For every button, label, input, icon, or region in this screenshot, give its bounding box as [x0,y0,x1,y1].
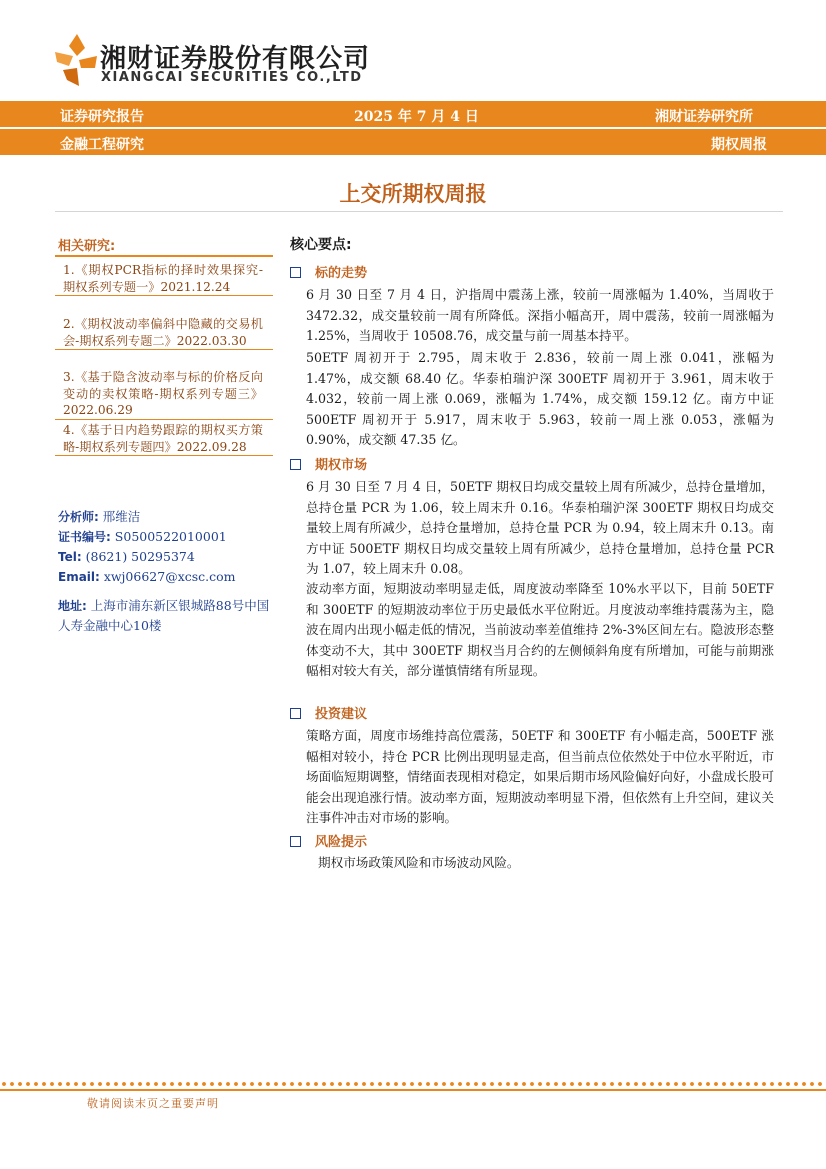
paragraph: 波动率方面，短期波动率明显走低，周度波动率降至 10%水平以下，目前 50ETF 和 300ETF 的短期波动率位于历史最低水平位附近。月度波动率维持震荡为主，隐波在周内出现小幅走低的情况，当前波动率差值维持 2%-3%区间左右。隐波形态整体变动不大，其中 300ETF 期权当月合约的左侧倾斜角度有所增加，可能与前期涨幅相对较大有关，部分谨慎情绪有所显现。 [306,581,774,678]
research-category: 金融工程研究 [60,137,144,153]
related-research-item[interactable] [55,369,273,420]
paragraph: 6 月 30 日至 7 月 4 日，沪指周中震荡上涨，较前一周涨幅为 1.40%，当周收于 3472.32，成交量较前一周有所降低。深指小幅高开，周中震荡，较前一周涨幅为 1.25%，当周收于 10508.76，成交量与前一周基本持平。 [306,287,774,343]
institute-name: 湘财证券研究所 [655,109,753,125]
footer-dotted-rule [0,1081,826,1087]
checkbox-bullet-icon [290,836,301,847]
checkbox-bullet-icon [290,459,301,470]
cert-number: S0500522010001 [114,529,227,544]
section-heading-underlying: 标的走势 [290,262,367,281]
address-label: 地址: [58,599,87,613]
header-bar-bottom [0,129,826,155]
page-title: 上交所期权周报 [339,182,487,206]
paragraph: 6 月 30 日至 7 月 4 日，50ETF 期权日均成交量较上周有所减少，总持仓量增加，总持仓量 PCR 为 1.06，较上周末升 0.16。华泰柏瑞沪深 300ETF 期权日均成交量较上周有所减少，总持仓量增加，总持仓量 PCR 为 0.94，较上周末升 0.13。南方中证 500ETF 期权日均成交量较上周有所减少，总持仓量增加，总持仓量 PCR 为 1.07，较上周末升 0.08。 [306,479,774,576]
footer-disclaimer[interactable]: 敬请阅读末页之重要声明 [87,1097,219,1110]
checkbox-bullet-icon [290,708,301,719]
address-block [58,596,273,635]
related-research-text: 4.《基于日内趋势跟踪的期权买方策略-期权系列专题四》2022.09.28 [63,423,263,454]
tel-label: Tel: [58,550,82,564]
paragraph: 策略方面，周度市场维持高位震荡，50ETF 和 300ETF 有小幅走高，500ETF 涨幅相对较小，持仓 PCR 比例出现明显走高，但当前点位依然处于中位水平附近，市场面临短期调整，情绪面表现相对稳定，如果后期市场风险偏好向好，小盘成长股可能会出现追涨行情。波动率方面，短期波动率明显下滑，但依然有上升空间，建议关注事件冲击对市场的影响。 [306,728,774,825]
related-research-text: 3.《基于隐含波动率与标的价格反向变动的卖权策略-期权系列专题三》2022.06.29 [63,370,263,417]
section-heading-options-market: 期权市场 [290,454,367,473]
report-series: 期权周报 [711,137,767,153]
section-heading-investment-advice: 投资建议 [290,703,367,722]
related-research-item[interactable] [55,422,273,456]
company-logo-icon [55,34,99,86]
report-date: 2025 年 7 月 4 日 [354,109,479,125]
checkbox-bullet-icon [290,267,301,278]
core-points-heading: 核心要点: [290,237,352,253]
title-divider [55,211,783,212]
analyst-label: 分析师: [58,510,99,524]
analyst-info [58,507,236,587]
section-heading-risk: 风险提示 [290,831,367,850]
related-research-text: 2.《期权波动率偏斜中隐藏的交易机会-期权系列专题二》2022.03.30 [63,317,263,348]
paragraph: 期权市场政策风险和市场波动风险。 [318,855,520,870]
related-research-heading: 相关研究: [58,239,116,254]
cert-label: 证书编号: [58,530,111,544]
related-research-divider [55,255,273,257]
paragraph: 50ETF 周初开于 2.795，周末收于 2.836，较前一周上涨 0.041，涨幅为 1.47%，成交额 68.40 亿。华泰柏瑞沪深 300ETF 周初开于 3.961，周末收于 4.032，较前一周上涨 0.069，涨幅为 1.74%，成交额 159.12 亿。南方中证 500ETF 周初开于 5.917，周末收于 5.963，较前一周上涨 0.053，涨幅为 0.90%，成交额 47.35 亿。 [306,350,774,447]
email-link[interactable]: xwj06627@xcsc.com [103,569,236,584]
footer-rule [0,1089,826,1091]
related-research-text: 1.《期权PCR指标的择时效果探究-期权系列专题一》2021.12.24 [63,263,263,294]
company-name-cn: 湘财证券股份有限公司 [100,44,371,74]
tel-number: (8621) 50295374 [85,549,195,564]
address-text: 上海市浦东新区银城路88号中国人寿金融中心10楼 [58,598,270,633]
related-research-item[interactable] [55,262,273,296]
analyst-name: 邢维洁 [102,509,141,524]
related-research-item[interactable] [55,316,273,350]
header-bar-top [0,101,826,127]
report-type: 证券研究报告 [60,109,144,125]
company-name-en: XIANGCAI SECURITIES CO.,LTD [101,70,363,85]
email-label: Email: [58,570,100,584]
